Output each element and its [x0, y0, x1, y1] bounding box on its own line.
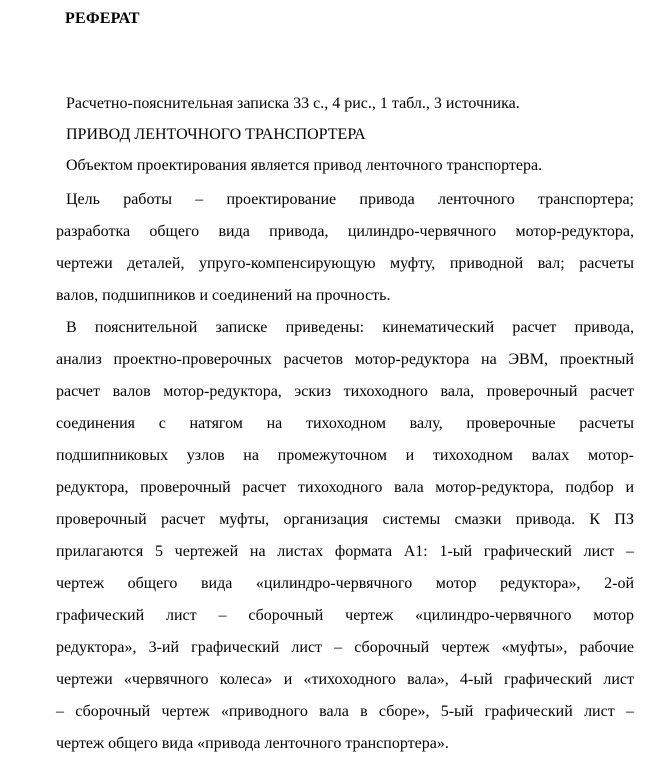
content-line: – сборочный чертеж «приводного вала в сборе», 5-ый графический лист –	[56, 703, 634, 720]
content-line: проверочный расчет муфты, организация системы смазки привода. К ПЗ	[56, 511, 634, 528]
content-line: анализ проектно-проверочных расчетов мотор-редуктора на ЭВМ, проектный	[56, 351, 634, 368]
content-line: графический лист – сборочный чертеж «цилиндро-червячного мотор	[56, 607, 634, 624]
goal-line: валов, подшипников и соединений на прочность.	[56, 287, 391, 304]
summary-line: Расчетно-пояснительная записка 33 с., 4 рис., 1 табл., 3 источника.	[66, 95, 520, 112]
content-line: чертежи «червячного колеса» и «тихоходного вала», 4-ый графический лист	[56, 671, 634, 688]
content-line: прилагаются 5 чертежей на листах формата А1: 1-ый графический лист –	[56, 543, 634, 560]
object-line: Объектом проектирования является привод ленточного транспортера.	[66, 157, 543, 174]
goal-line: разработка общего вида привода, цилиндро-червячного мотор-редуктора,	[56, 223, 634, 240]
content-line: В пояснительной записке приведены: кинематический расчет привода,	[66, 319, 634, 336]
content-line: соединения с натягом на тихоходном валу, проверочные расчеты	[56, 415, 634, 432]
goal-line: чертежи деталей, упруго-компенсирующую муфту, приводной вал; расчеты	[56, 255, 634, 272]
content-line: подшипниковых узлов на промежуточном и тихоходном валах мотор-	[56, 447, 634, 464]
project-title: ПРИВОД ЛЕНТОЧНОГО ТРАНСПОРТЕРА	[66, 126, 366, 143]
content-line: чертеж общего вида «цилиндро-червячного мотор редуктора», 2-ой	[56, 575, 634, 592]
content-line: чертеж общего вида «привода ленточного транспортера».	[56, 735, 449, 752]
content-line: расчет валов мотор-редуктора, эскиз тихоходного вала, проверочный расчет	[56, 383, 634, 400]
content-line: редуктора, проверочный расчет тихоходного вала мотор-редуктора, подбор и	[56, 479, 634, 496]
document-title: РЕФЕРАТ	[65, 10, 140, 27]
content-line: редуктора», 3-ий графический лист – сборочный чертеж «муфты», рабочие	[56, 639, 634, 656]
goal-line: Цель работы – проектирование привода ленточного транспортера;	[66, 191, 634, 208]
